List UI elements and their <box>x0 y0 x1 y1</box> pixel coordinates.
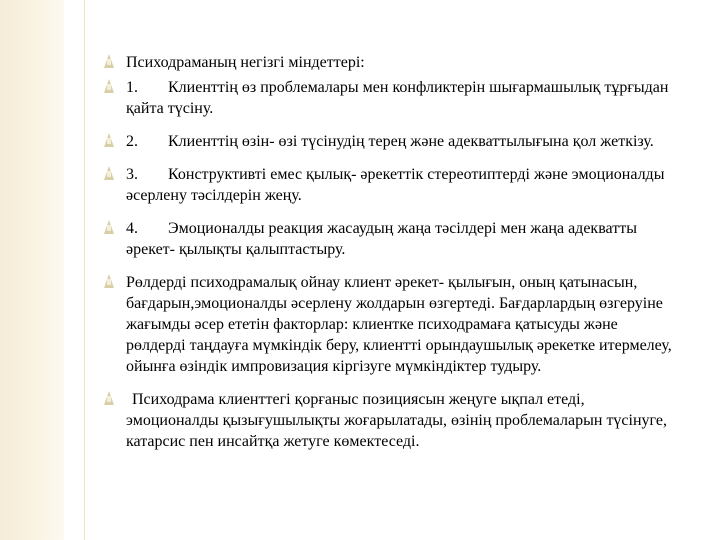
triangle-bullet-icon <box>104 391 114 405</box>
list-item-1 <box>104 77 674 119</box>
list-item-number: 4. <box>126 220 138 237</box>
triangle-bullet-icon <box>104 220 114 234</box>
list-item-number: 2. <box>126 133 138 150</box>
list-item-text: Психодраманың негізгі міндеттері: <box>126 54 365 71</box>
list-item-summary <box>104 389 674 452</box>
list-item-text: Конструктивті емес қылық- әрекеттік стереотиптерді және эмоционалды әсерлену тәсілдерін жеңу. <box>126 166 665 204</box>
list-item-text: Эмоционалды реакция жасаудың жаңа тәсілдері мен жаңа адекватты әрекет- қылықты қалыптастыру. <box>126 220 637 258</box>
list-item-2 <box>104 131 674 152</box>
list-item-heading <box>104 52 674 73</box>
triangle-bullet-icon <box>104 133 114 147</box>
decorative-side-line <box>84 0 85 540</box>
list-item-4 <box>104 218 674 260</box>
list-item-text: Рөлдерді психодрамалық ойнау клиент әрекет- қылығын, оның қатынасын, бағдарын,эмоционалды әсерлену жолдарын өзгертеді. Бағдарлардың өзгеруіне жағымды әсер ететін факторлар: клиентке психодрамаға қатысуды және рөлдерді таңдауға мүмкіндік беру, клиентті орындаушылық әрекетке итермелеу, ойынға өзіндік импровизация кіргізуге мүмкіндіктер тудыру. <box>126 274 672 375</box>
triangle-bullet-icon <box>104 166 114 180</box>
list-item-number: 1. <box>126 79 138 96</box>
triangle-bullet-icon <box>104 54 114 68</box>
decorative-side-band <box>0 0 64 540</box>
list-item-roles <box>104 272 674 377</box>
bullet-list <box>104 52 674 452</box>
triangle-bullet-icon <box>104 274 114 288</box>
list-item-text: Клиенттің өзін- өзі түсінудің терең және адекваттылығына қол жеткізу. <box>168 133 654 150</box>
triangle-bullet-icon <box>104 79 114 93</box>
slide-content <box>104 52 674 464</box>
list-item-number: 3. <box>126 166 138 183</box>
list-item-3 <box>104 164 674 206</box>
list-item-text: Психодрама клиенттегі қорғаныс позициясын жеңуге ықпал етеді, эмоционалды қызығушылықты жоғарылатады, өзінің проблемаларын түсінуге, катарсис пен инсайтқа жетуге көмектеседі. <box>126 391 667 450</box>
list-item-text: Клиенттің өз проблемалары мен конфликтерін шығармашылық тұрғыдан қайта түсіну. <box>126 79 669 117</box>
